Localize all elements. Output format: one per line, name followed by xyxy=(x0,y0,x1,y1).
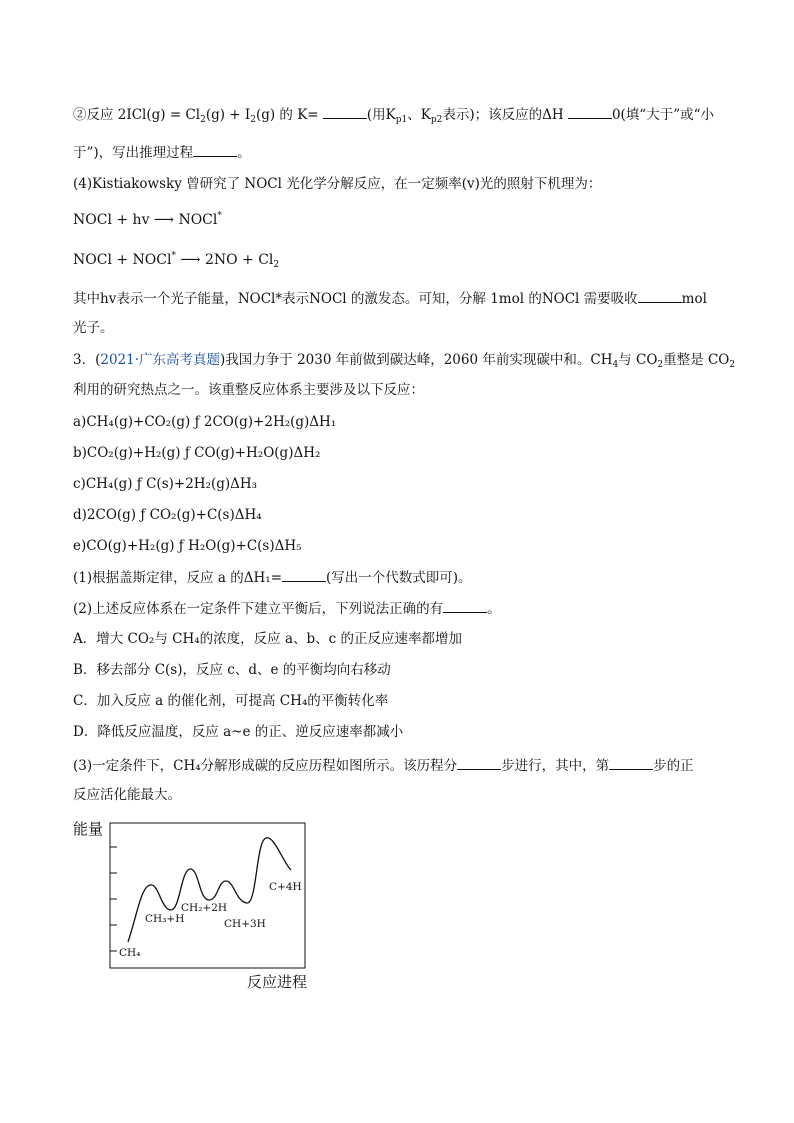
subquestion-3-cont: 反应活化能最大。 xyxy=(73,787,181,803)
answer-blank[interactable] xyxy=(193,142,237,157)
label-ch-3h: CH+3H xyxy=(224,918,266,930)
line-photon-cont: 光子。 xyxy=(73,320,114,336)
label-ch2-2h: CH₂+2H xyxy=(181,902,228,914)
option-a[interactable]: A．增大 CO₂与 CH₄的浓度，反应 a、b、c 的正反应速率都增加 xyxy=(73,631,462,647)
answer-blank[interactable] xyxy=(323,104,367,119)
subquestion-1: (1)根据盖斯定律，反应 a 的ΔH₁= (写出一个代数式即可)。 xyxy=(73,567,754,588)
answer-blank[interactable] xyxy=(568,104,612,119)
answer-blank[interactable] xyxy=(457,755,501,770)
reaction-a: a)CH₄(g)+CO₂(g) ƒ 2CO(g)+2H₂(g)ΔH₁ xyxy=(73,414,337,430)
subquestion-2: (2)上述反应体系在一定条件下建立平衡后，下列说法正确的有 。 xyxy=(73,598,754,619)
option-d[interactable]: D．降低反应温度，反应 a~e 的正、逆反应速率都减小 xyxy=(73,724,404,740)
question-source: 2021·广东高考真题 xyxy=(100,352,221,368)
answer-blank[interactable] xyxy=(443,598,487,613)
energy-profile-chart xyxy=(73,815,333,995)
option-b[interactable]: B．移去部分 C(s)，反应 c、d、e 的平衡均向右移动 xyxy=(73,662,391,678)
question-3-intro: 利用的研究热点之一。该重整反应体系主要涉及以下反应： xyxy=(73,382,424,398)
reaction-e: e)CO(g)+H₂(g) ƒ H₂O(g)+C(s)ΔH₅ xyxy=(73,538,302,554)
label-ch4: CH₄ xyxy=(119,947,141,959)
label-ch3-h: CH₃+H xyxy=(145,913,185,925)
mechanism-equation-1: NOCl + hv ⟶ NOCl* xyxy=(73,211,222,228)
line-photon: 其中hv表示一个光子能量，NOCl*表示NOCl 的激发态。可知，分解 1mol 的NOCl 需要吸收 mol xyxy=(73,288,754,309)
answer-blank[interactable] xyxy=(282,567,326,582)
reaction-d: d)2CO(g) ƒ CO₂(g)+C(s)ΔH₄ xyxy=(73,507,262,523)
question-3-header: 3．(2021·广东高考真题)我国力争于 2030 年前做到碳达峰，2060 年前实现碳中和。$CH_4$与 $CO_2$重整是 $CO_2$ xyxy=(73,352,736,370)
x-axis-label: 反应进程 xyxy=(247,973,308,991)
energy-profile-svg xyxy=(73,815,333,995)
line-reasoning: 于”)，写出推理过程 。 xyxy=(73,142,754,163)
energy-curve xyxy=(128,838,291,942)
option-c[interactable]: C．加入反应 a 的催化剂，可提高 CH₄的平衡转化率 xyxy=(73,693,389,709)
answer-blank[interactable] xyxy=(638,288,682,303)
answer-blank[interactable] xyxy=(609,755,653,770)
subquestion-3: (3)一定条件下，CH₄分解形成碳的反应历程如图所示。该历程分 步进行，其中，第 步的正 xyxy=(73,755,754,776)
y-axis-label: 能量 xyxy=(73,820,104,838)
reaction-b: b)CO₂(g)+H₂(g) ƒ CO(g)+H₂O(g)ΔH₂ xyxy=(73,445,321,461)
mechanism-equation-2: NOCl + NOCl* ⟶ $2NO + Cl_2$ xyxy=(73,251,280,270)
label-c-4h: C+4H xyxy=(269,881,302,893)
reaction-c: c)CH₄(g) ƒ C(s)+2H₂(g)ΔH₃ xyxy=(73,476,258,492)
question-4-intro: (4)Kistiakowsky 曾研究了 NOCl 光化学分解反应，在一定频率(v)光的照射下机理为： xyxy=(73,176,602,192)
line-ratio-k: ②反应 $2ICl(g) = Cl_2(g) + I_2(g)$ 的 K= (用$K_{p1}$、$K_{p2}$表示)；该反应的ΔH 0(填“大于”或“小 xyxy=(73,104,754,125)
